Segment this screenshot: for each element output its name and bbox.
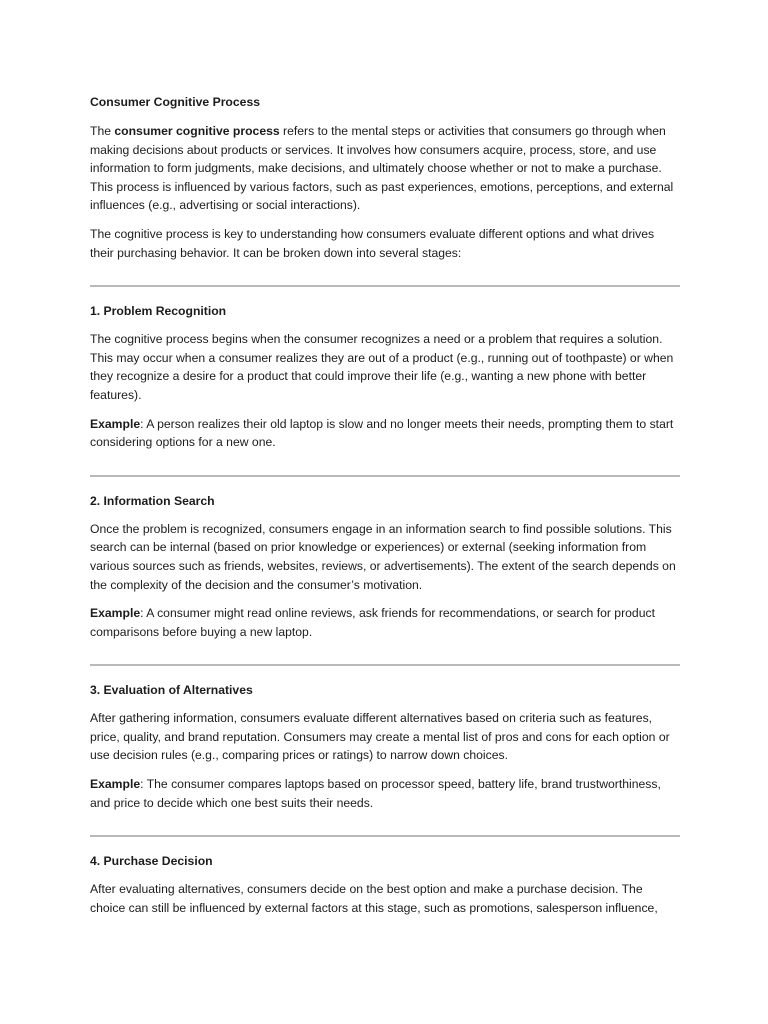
section-body-evaluation-of-alternatives: After gathering information, consumers evaluate different alternatives based on criteria such as features, price, quality, and brand reputation. Consumers may create a mental list of pros and cons for each option or use decision rules (e.g., comparing prices or ratings) to narrow down choices. xyxy=(90,711,670,763)
document-title: Consumer Cognitive Process xyxy=(90,95,260,109)
section-divider xyxy=(90,664,680,666)
example-label: Example xyxy=(90,606,141,621)
section-divider xyxy=(90,475,680,477)
section-heading-problem-recognition: 1. Problem Recognition xyxy=(90,304,227,319)
intro-paragraph-2: The cognitive process is key to understanding how consumers evaluate different options and what drives their purchasing behavior. It can be broken down into several stages: xyxy=(90,226,655,260)
example-text: : A person realizes their old laptop is slow and no longer meets their needs, prompting them to start considering options for a new one. xyxy=(90,416,674,450)
section-divider xyxy=(90,835,680,837)
section-body-problem-recognition: The cognitive process begins when the consumer recognizes a need or a problem that requires a solution. This may occur when a consumer realizes they are out of a product (e.g., running out of toothpaste) or when they recognize a desire for a product that could improve their life (e.g., wanting a new phone with better features). xyxy=(90,332,674,402)
section-heading-purchase-decision: 4. Purchase Decision xyxy=(90,854,213,869)
example-text: : The consumer compares laptops based on processor speed, battery life, brand trustworthiness, and price to decide which one best suits their needs. xyxy=(90,777,661,810)
example-label: Example xyxy=(90,416,141,431)
section-body-purchase-decision: After evaluating alternatives, consumers decide on the best option and make a purchase decision. The choice can still be influenced by external factors at this stage, such as promotions, salesperson influence, xyxy=(90,882,658,915)
document-page xyxy=(90,93,680,927)
example-label: Example xyxy=(90,777,141,792)
intro-bold-term: consumer cognitive process xyxy=(114,124,280,138)
example-text: : A consumer might read online reviews, ask friends for recommendations, or search for product comparisons before buying a new laptop. xyxy=(90,606,655,639)
section-example-problem-recognition xyxy=(90,415,680,452)
section-body-information-search: Once the problem is recognized, consumers engage in an information search to find possible solutions. This search can be internal (based on prior knowledge or experiences) or external (seeking information from various sources such as friends, websites, reviews, or advertisements). The extent of the search depends on the complexity of the decision and the consumer’s motivation. xyxy=(90,521,676,592)
section-example-evaluation-of-alternatives xyxy=(90,775,680,812)
intro-paragraph xyxy=(90,122,680,215)
section-divider xyxy=(90,285,680,287)
intro-text-rest: refers to the mental steps or activities that consumers go through when making decisions about products or services. It involves how consumers acquire, process, store, and use information to form judgments, make decisions, and ultimately choose whether or not to make a purchase. This process is influenced by various factors, such as past experiences, emotions, perceptions, and external influences (e.g., advertising or social interactions). xyxy=(90,124,674,213)
section-example-information-search xyxy=(90,604,680,641)
section-heading-information-search: 2. Information Search xyxy=(90,493,215,508)
section-heading-evaluation-of-alternatives: 3. Evaluation of Alternatives xyxy=(90,683,253,698)
intro-text-prefix: The xyxy=(90,124,115,138)
